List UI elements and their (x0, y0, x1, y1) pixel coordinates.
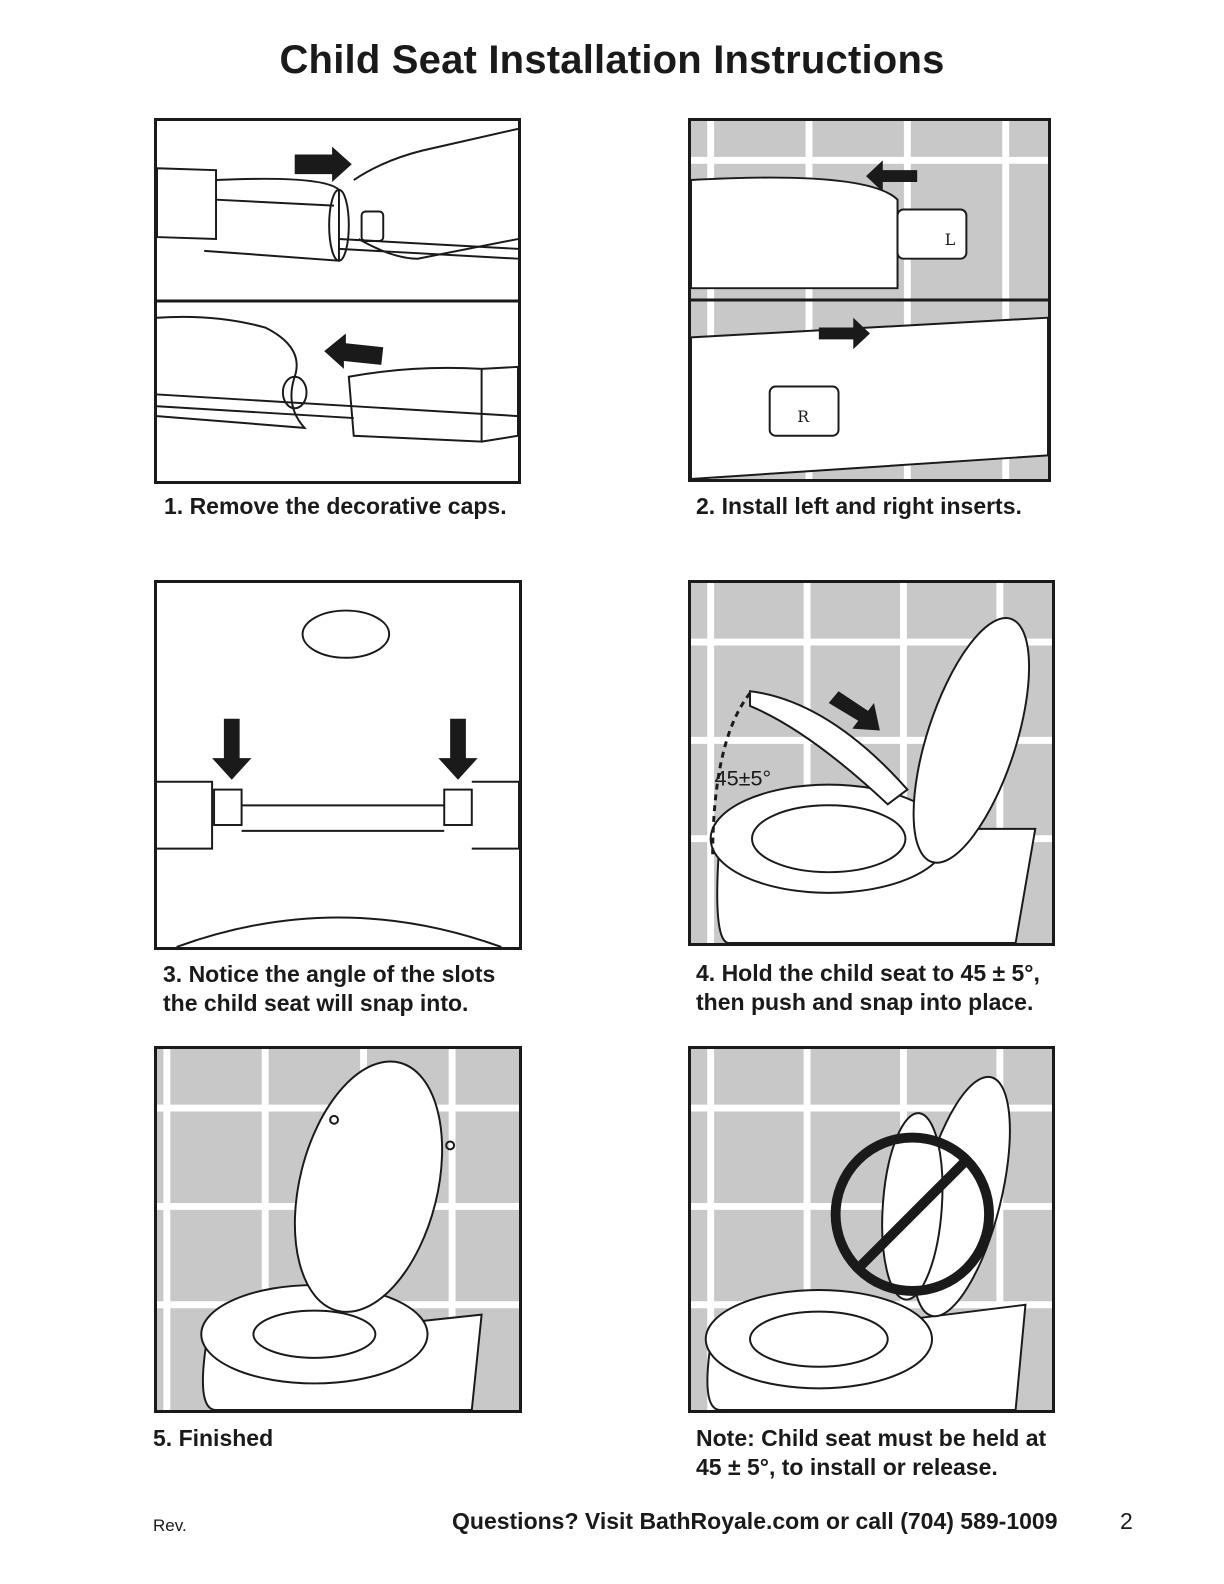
step-3-caption-line-1: 3. Notice the angle of the slots (163, 961, 496, 987)
step-1-drawing (157, 121, 518, 481)
note-illustration (688, 1046, 1055, 1413)
step-5-drawing (157, 1049, 519, 1410)
step-5-illustration (154, 1046, 522, 1413)
arrow-down-icon (212, 719, 251, 780)
revision-label: Rev. (153, 1516, 187, 1535)
note-drawing (691, 1049, 1052, 1410)
hinge-bar-top (157, 168, 518, 260)
insert-label-right: R (797, 406, 810, 426)
step-3-drawing (157, 583, 519, 947)
toilet-seat (201, 1285, 427, 1383)
contact-line: Questions? Visit BathRoyale.com or call (704) 589-1009 (452, 1508, 1058, 1534)
left-slot (214, 790, 242, 825)
step-2-drawing (691, 121, 1048, 479)
page-number: 2 (1120, 1508, 1133, 1534)
step-4-caption (696, 959, 1040, 1017)
step-2-illustration (688, 118, 1051, 482)
note-caption-line-2: 45 ± 5°, to install or release. (696, 1454, 998, 1480)
insert-label-left: L (944, 229, 956, 249)
step-4-caption-line-2: then push and snap into place. (696, 989, 1034, 1015)
seat-rim (177, 917, 502, 947)
toilet-seat (706, 1290, 932, 1388)
toilet-lid-outline (303, 611, 390, 658)
step-4-caption-line-1: 4. Hold the child seat to 45 ± 5°, (696, 960, 1040, 986)
arrow-down-icon (438, 719, 477, 780)
step-1-illustration (154, 118, 521, 484)
step-3-caption-line-2: the child seat will snap into. (163, 990, 469, 1016)
step-4-drawing (691, 583, 1052, 943)
step-3-caption (163, 960, 495, 1018)
note-caption (696, 1424, 1046, 1482)
page-title: Child Seat Installation Instructions (279, 38, 945, 82)
left-insert (898, 210, 967, 259)
note-caption-line-1: Note: Child seat must be held at (696, 1425, 1047, 1451)
step-3-illustration (154, 580, 522, 950)
toilet-seat (711, 785, 947, 893)
step-2-caption: 2. Install left and right inserts. (696, 493, 1022, 519)
step-5-caption: 5. Finished (153, 1425, 274, 1451)
right-slot (444, 790, 472, 825)
arrow-left-icon (324, 333, 383, 368)
hinge-bar-bottom (157, 367, 518, 442)
arrow-right-icon (295, 147, 352, 182)
angle-label: 45±5° (714, 765, 772, 791)
hand-icon (354, 129, 518, 259)
step-1-caption: 1. Remove the decorative caps. (164, 493, 507, 519)
step-4-illustration (688, 580, 1055, 946)
